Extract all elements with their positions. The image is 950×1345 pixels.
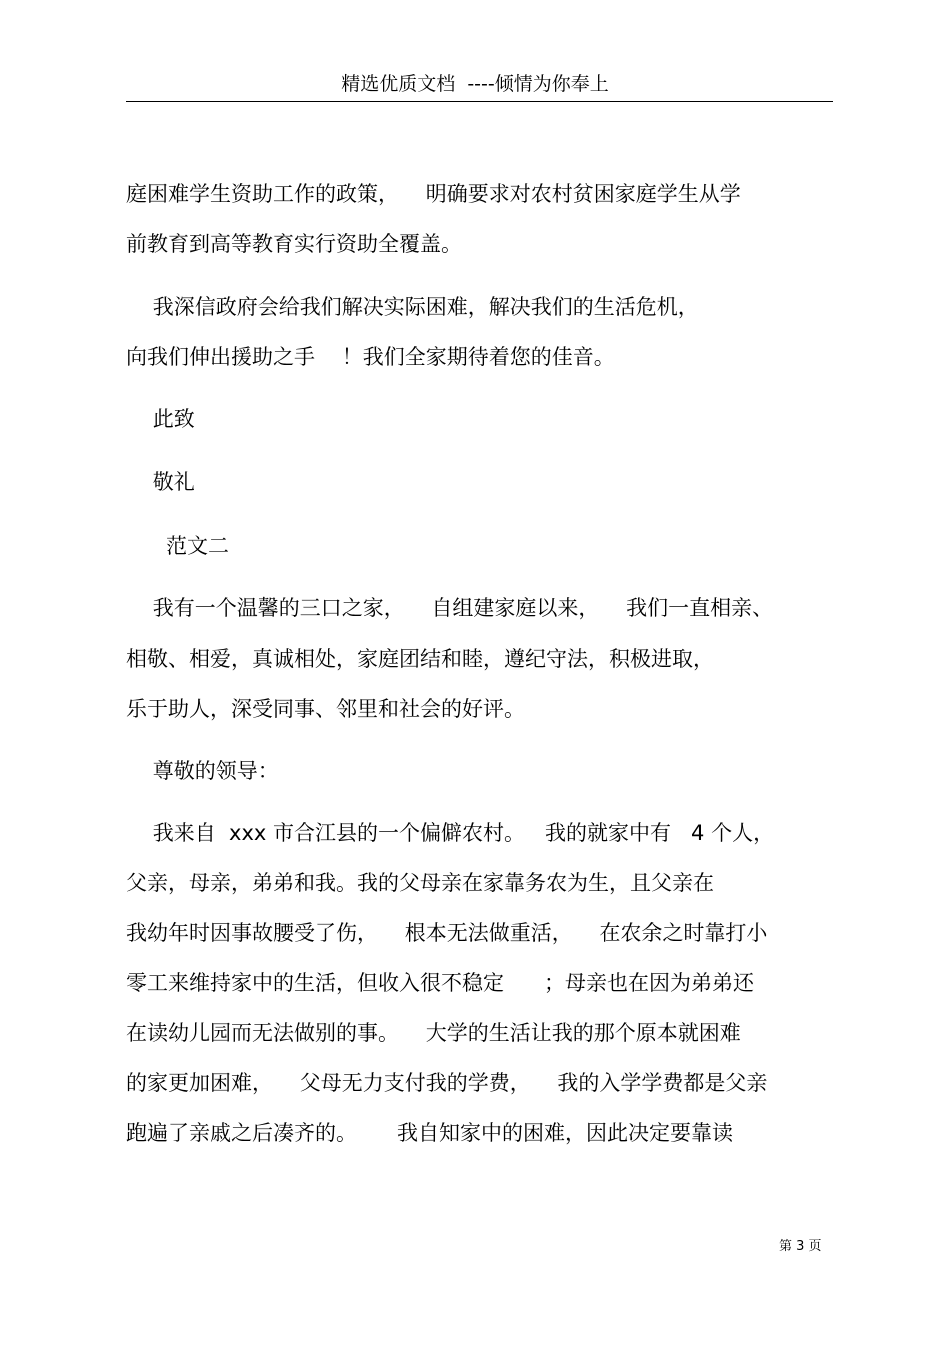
text-line: 我有一个温馨的三口之家， 自组建家庭以来， 我们一直相亲、 xyxy=(126,596,774,620)
text-line: 我幼年时因事故腰受了伤， 根本无法做重活， 在农余之时靠打小 xyxy=(126,921,768,945)
text-line: 零工来维持家中的生活，但收入很不稳定 ；母亲也在因为弟弟还 xyxy=(126,971,755,995)
text-line: 我深信政府会给我们解决实际困难，解决我们的生活危机， xyxy=(126,295,699,319)
text-line: 庭困难学生资助工作的政策， 明确要求对农村贫困家庭学生从学 xyxy=(126,182,741,206)
text-line: 在读幼儿园而无法做别的事。 大学的生活让我的那个原本就困难 xyxy=(126,1021,741,1045)
text-line: 相敬、相爱，真诚相处，家庭团结和睦，遵纪守法，积极进取， xyxy=(126,647,714,671)
page-number: 第 3 页 xyxy=(779,1239,822,1254)
text-line: 父亲，母亲，弟弟和我。我的父母亲在家靠务农为生，且父亲在 xyxy=(126,871,714,895)
text-line: 此致 xyxy=(126,407,195,431)
text-line: 向我们伸出援助之手 ！我们全家期待着您的佳音。 xyxy=(126,345,615,369)
text-line: 的家更加困难， 父母无力支付我的学费， 我的入学学费都是父亲 xyxy=(126,1071,768,1095)
header-divider xyxy=(126,101,833,102)
header-title: 精选优质文档 ----倾情为你奉上 xyxy=(341,73,609,95)
text-line: 乐于助人，深受同事、邻里和社会的好评。 xyxy=(126,697,525,721)
text-line: 跑遍了亲戚之后凑齐的。 我自知家中的困难，因此决定要靠读 xyxy=(126,1121,734,1145)
text-line: 敬礼 xyxy=(126,470,195,494)
text-line: 前教育到高等教育实行资助全覆盖。 xyxy=(126,232,462,256)
text-line: 尊敬的领导： xyxy=(126,759,279,783)
text-line: 我来自 xxx 市合江县的一个偏僻农村。 我的就家中有 4 个人， xyxy=(126,821,775,845)
text-line: 范文二 xyxy=(126,534,230,558)
